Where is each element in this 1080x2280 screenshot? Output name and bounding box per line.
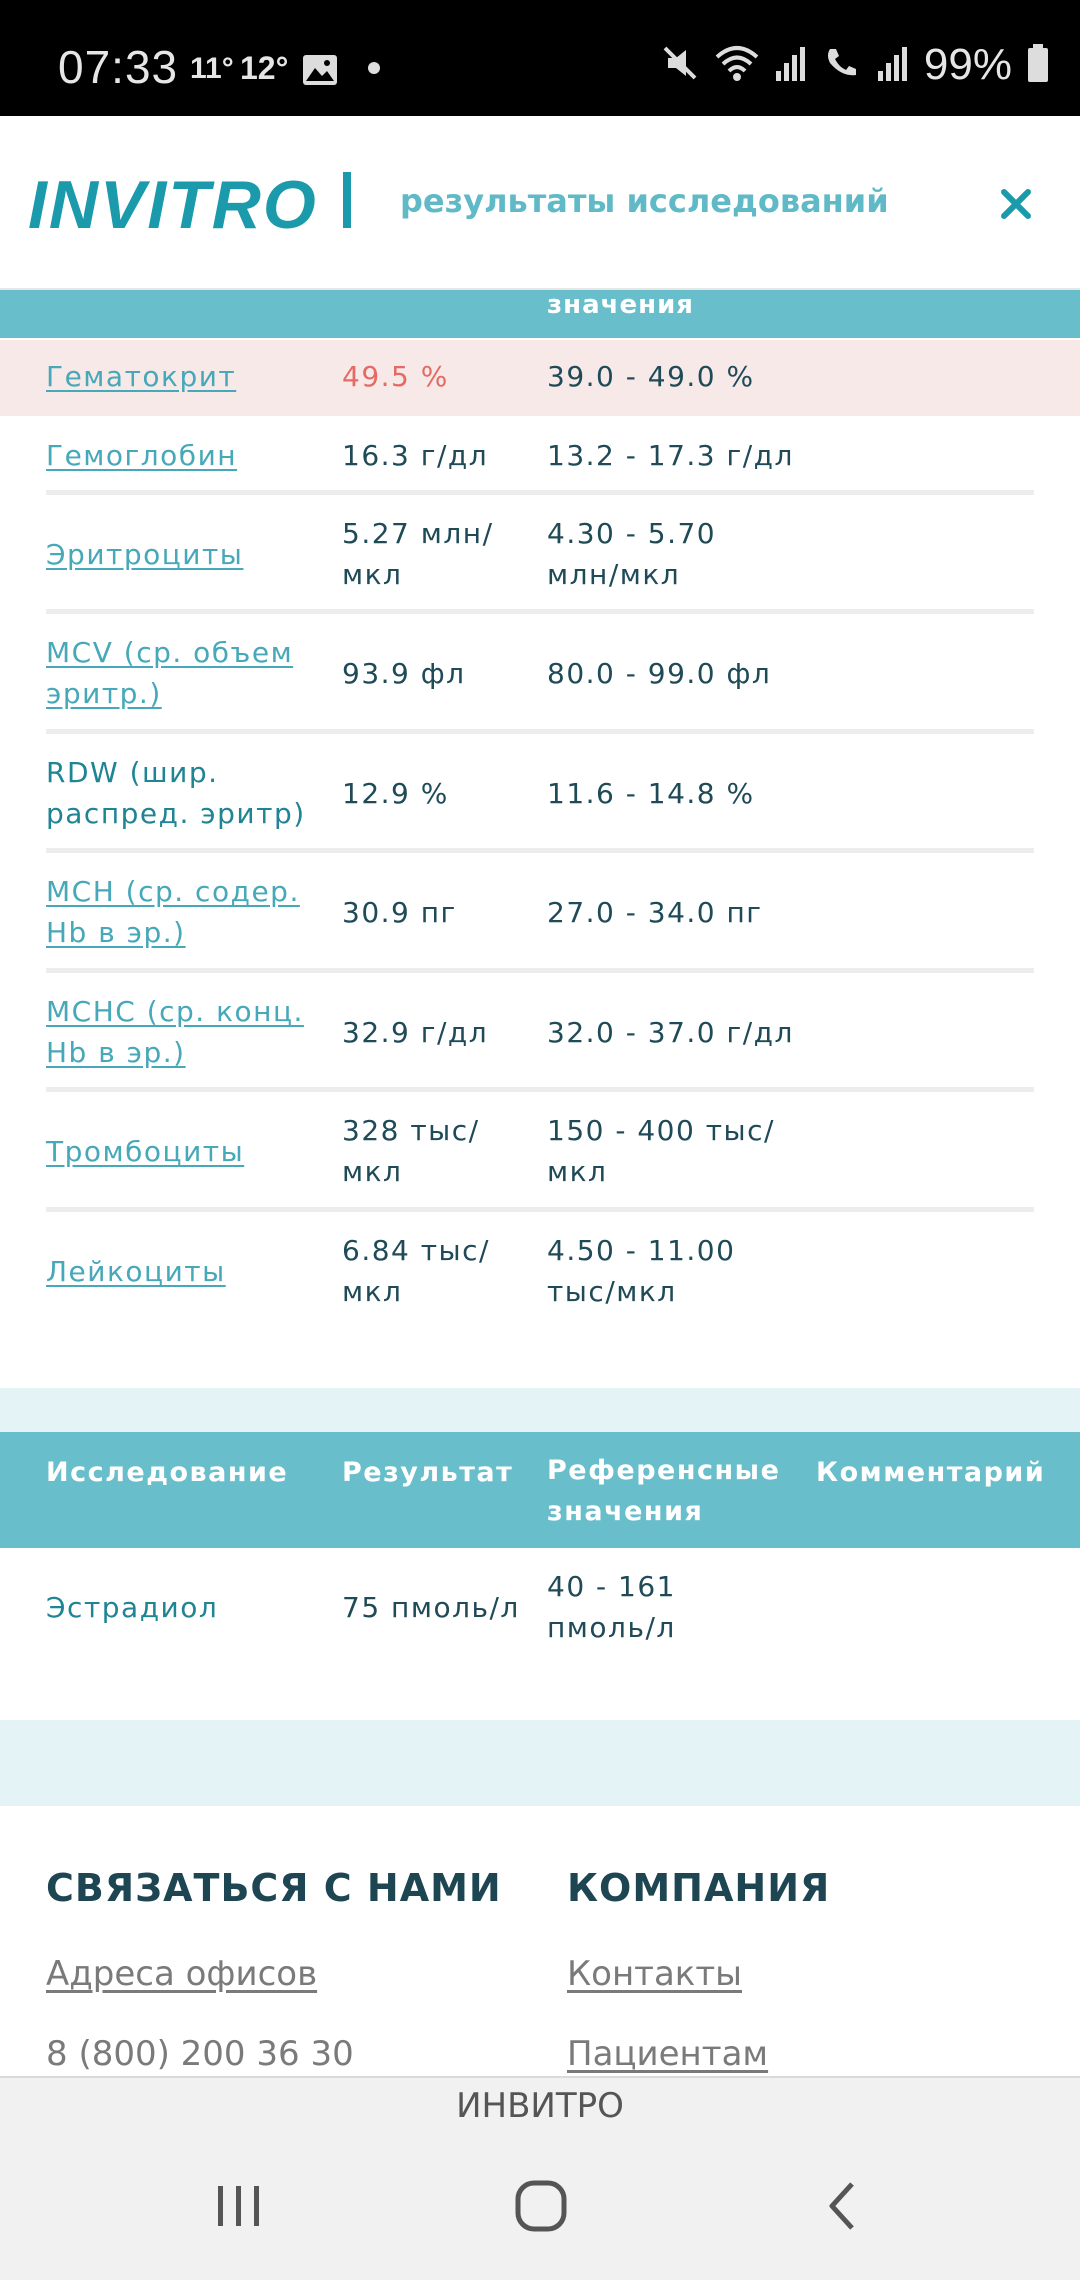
browser-title-bar[interactable] (0, 2076, 1080, 2134)
section-separator (0, 1720, 1080, 1806)
test-result: 93.9 фл (342, 657, 466, 690)
logo-divider (343, 172, 351, 228)
test-reference: 27.0 - 34.0 пг (547, 896, 763, 929)
status-temperature-1: 11° (190, 52, 234, 85)
table1-header-ref: значения (547, 290, 694, 320)
footer-phone[interactable]: 8 (800) 200 36 30 (46, 2034, 354, 2074)
test-name: RDW (шир. распред. эритр) (46, 756, 306, 830)
invitro-logo[interactable]: INVITRO (28, 167, 318, 243)
test-result: 49.5 % (342, 360, 449, 393)
test-name-link[interactable]: Тромбоциты (46, 1135, 245, 1168)
test-reference: 39.0 - 49.0 % (547, 360, 755, 393)
test-result: 32.9 г/дл (342, 1016, 489, 1049)
table-row (0, 340, 1080, 416)
battery-icon (1026, 43, 1050, 88)
wifi-call-icon (822, 43, 862, 88)
home-icon (506, 2176, 576, 2236)
test-reference: 4.50 - 11.00 тыс/мкл (547, 1234, 736, 1308)
signal-icon-1 (774, 43, 808, 88)
test-name-link[interactable]: MCHC (ср. конц. Hb в эр.) (46, 995, 304, 1069)
table-row (0, 1548, 1080, 1720)
column-header-reference: Референсные значения (547, 1455, 781, 1527)
page-title: ИНВИТРО (456, 2086, 624, 2126)
table-row (0, 1092, 1080, 1207)
recent-apps-icon (204, 2176, 274, 2236)
table-row (0, 1212, 1080, 1327)
table-row (0, 614, 1080, 729)
wifi-icon (714, 43, 760, 88)
status-temperature-2: 12° (240, 50, 289, 86)
test-result: 6.84 тыс/ мкл (342, 1234, 490, 1308)
table1-header (0, 288, 1080, 338)
status-time: 07:33 (58, 41, 179, 93)
table-row (0, 734, 1080, 849)
test-reference: 4.30 - 5.70 млн/мкл (547, 517, 717, 591)
table-row (0, 495, 1080, 610)
table-row (0, 973, 1080, 1088)
test-reference: 32.0 - 37.0 г/дл (547, 1016, 794, 1049)
recent-apps-button[interactable] (204, 2176, 274, 2236)
test-result: 5.27 млн/ мкл (342, 517, 494, 591)
test-result: 12.9 % (342, 777, 449, 810)
table2-header (0, 1432, 1080, 1548)
close-icon (994, 182, 1038, 226)
test-reference: 11.6 - 14.8 % (547, 777, 755, 810)
column-header-comment: Комментарий (816, 1457, 1046, 1488)
footer-heading-company: КОМПАНИЯ (567, 1866, 831, 1910)
test-name-link[interactable]: Гематокрит (46, 360, 237, 393)
footer-heading-contact: СВЯЗАТЬСЯ С НАМИ (46, 1866, 502, 1910)
test-reference: 150 - 400 тыс/ мкл (547, 1114, 775, 1188)
test-name-link[interactable]: MCH (ср. содер. Hb в эр.) (46, 875, 300, 949)
mute-icon (660, 43, 700, 88)
back-button[interactable] (808, 2176, 878, 2236)
battery-level: 99% (923, 40, 1012, 89)
test-result: 16.3 г/дл (342, 439, 489, 472)
status-bar (0, 0, 1080, 116)
section-separator (0, 1388, 1080, 1432)
test-result: 75 пмоль/л (342, 1591, 520, 1624)
signal-icon-2 (876, 43, 910, 88)
table-row (0, 416, 1080, 492)
test-name-link[interactable]: Гемоглобин (46, 439, 238, 472)
footer-patients-link[interactable]: Пациентам (567, 2034, 769, 2074)
test-name-link[interactable]: Эритроциты (46, 538, 244, 571)
test-reference: 40 - 161 пмоль/л (547, 1570, 676, 1644)
test-reference: 80.0 - 99.0 фл (547, 657, 772, 690)
column-header-study: Исследование (46, 1457, 289, 1488)
test-name: Эстрадиол (46, 1591, 219, 1624)
back-icon (808, 2176, 878, 2236)
test-name-link[interactable]: Лейкоциты (46, 1255, 226, 1288)
header-subtitle: результаты исследований (400, 182, 889, 220)
test-name-link[interactable]: MCV (ср. объем эритр.) (46, 636, 294, 710)
test-result: 328 тыс/ мкл (342, 1114, 480, 1188)
test-result: 30.9 пг (342, 896, 457, 929)
notification-dot-icon (368, 62, 380, 74)
test-reference: 13.2 - 17.3 г/дл (547, 439, 794, 472)
column-header-result: Результат (342, 1457, 514, 1488)
gallery-icon (302, 54, 338, 91)
close-button[interactable] (994, 182, 1038, 226)
footer-contacts-link[interactable]: Контакты (567, 1954, 742, 1994)
footer-offices-link[interactable]: Адреса офисов (46, 1954, 318, 1994)
status-icons (660, 40, 1050, 90)
navigation-bar (0, 2132, 1080, 2280)
home-button[interactable] (506, 2176, 576, 2236)
app-header (0, 116, 1080, 290)
table-row (0, 853, 1080, 968)
